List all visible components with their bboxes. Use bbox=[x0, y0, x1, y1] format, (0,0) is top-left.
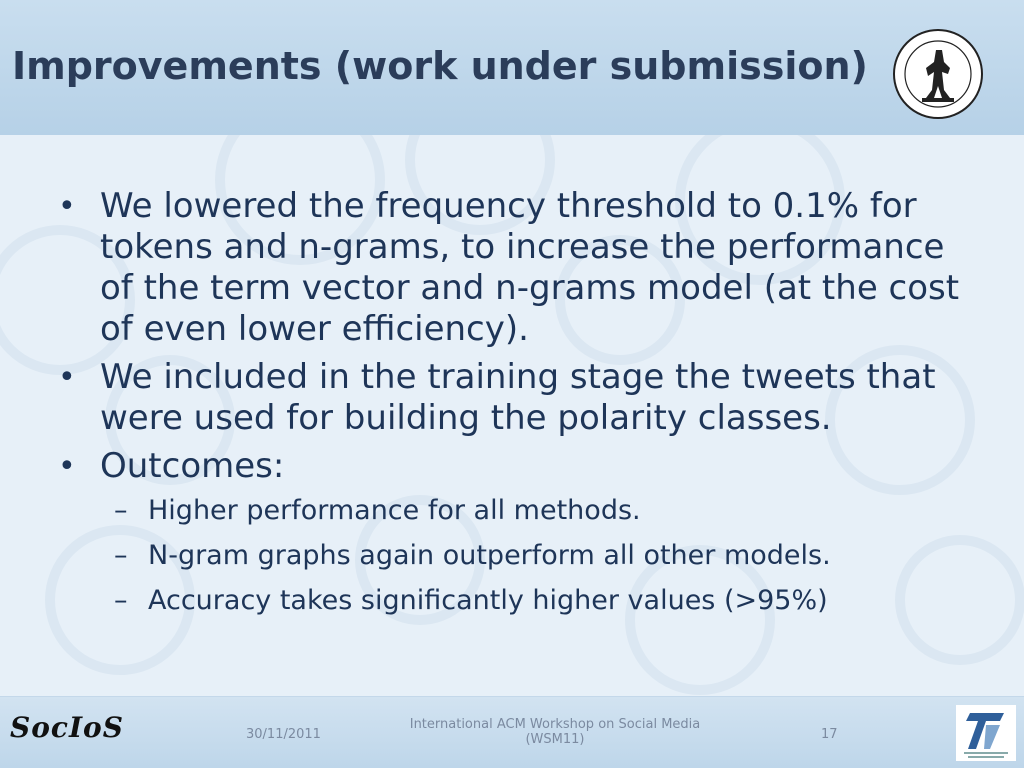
slide-footer bbox=[0, 696, 1024, 768]
bullet-text: We lowered the frequency threshold to 0.1% for tokens and n-grams, to increase the performance of the term vector and n-grams model (at the cost of even lower efficiency). bbox=[100, 186, 960, 349]
footer-date: 30/11/2011 bbox=[246, 727, 321, 742]
bullet-marker: • bbox=[58, 360, 76, 395]
bullet-marker: • bbox=[58, 189, 76, 224]
dash-marker: – bbox=[114, 585, 128, 616]
bullet-item bbox=[58, 186, 988, 350]
page-number: 17 bbox=[821, 727, 838, 742]
sub-bullet-item bbox=[114, 494, 988, 527]
slide-body bbox=[58, 186, 988, 629]
bullet-marker: • bbox=[58, 449, 76, 484]
dash-marker: – bbox=[114, 495, 128, 526]
slide-title: Improvements (work under submission) bbox=[12, 44, 868, 88]
sub-bullet-item bbox=[114, 539, 988, 572]
socios-logo: SocIoS bbox=[10, 711, 124, 744]
slide-header bbox=[0, 0, 1024, 135]
sub-bullet-text: Higher performance for all methods. bbox=[148, 495, 641, 526]
sub-bullet-item bbox=[114, 584, 988, 617]
sub-bullet-text: N-gram graphs again outperform all other models. bbox=[148, 540, 831, 571]
bullet-item bbox=[58, 357, 988, 439]
bullet-text: We included in the training stage the tweets that were used for building the polarity classes. bbox=[100, 357, 936, 438]
bullet-item bbox=[58, 446, 988, 487]
sub-bullet-text: Accuracy takes significantly higher values (>95%) bbox=[148, 585, 828, 616]
footer-conference: International ACM Workshop on Social Media (WSM11) bbox=[409, 717, 701, 747]
dash-marker: – bbox=[114, 540, 128, 571]
bullet-text: Outcomes: bbox=[100, 446, 285, 486]
fp7-logo-icon bbox=[956, 705, 1016, 761]
university-seal-icon bbox=[892, 28, 984, 120]
